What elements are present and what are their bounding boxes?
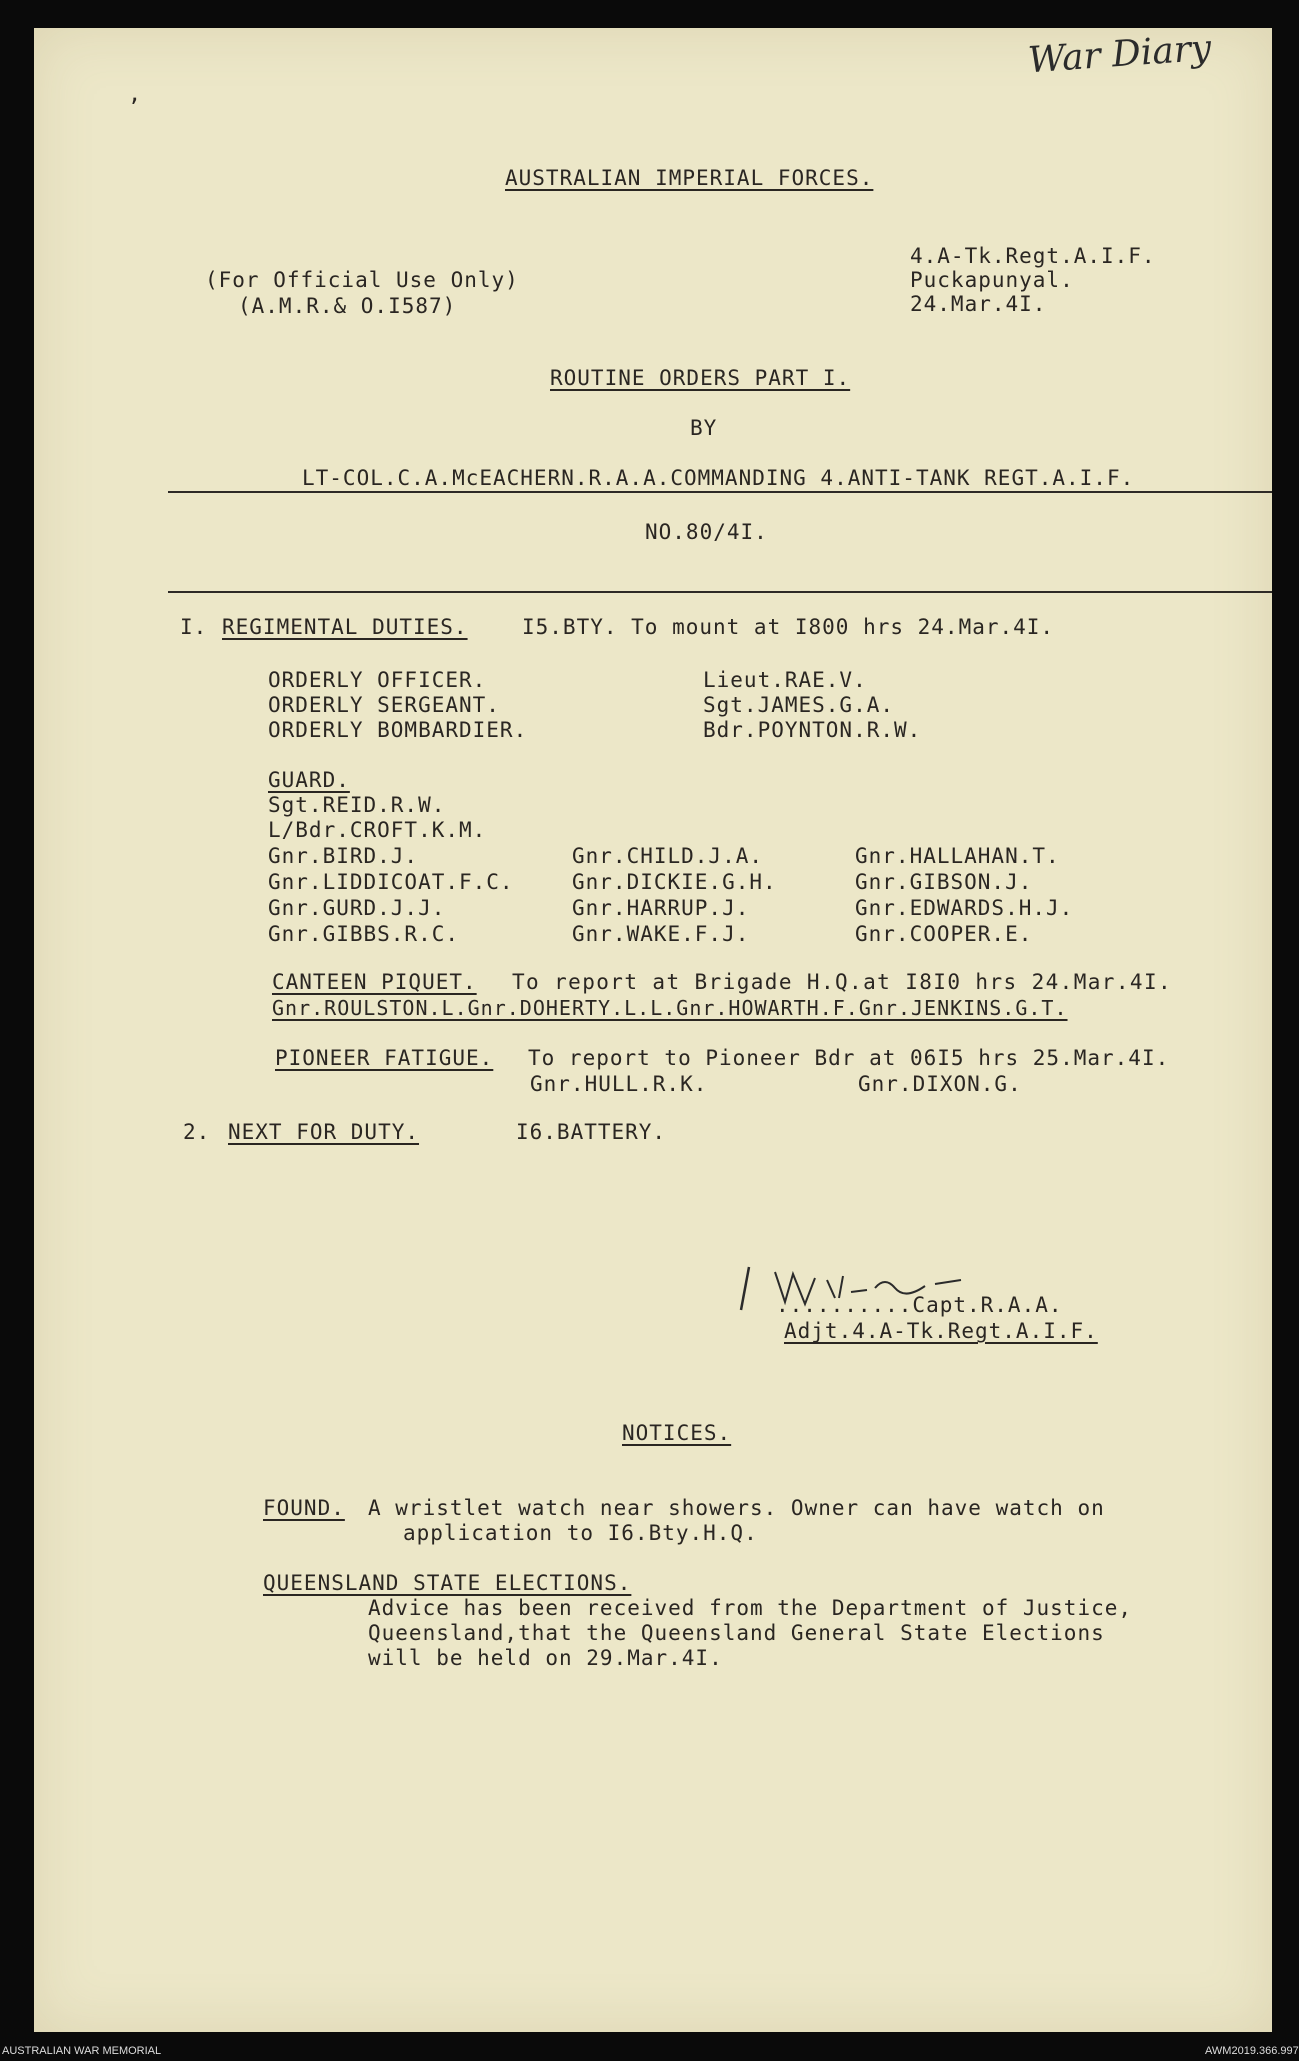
elections-text-line2: Queensland,that the Queensland General State Elections: [368, 1621, 1105, 1645]
guard-member: Gnr.COOPER.E.: [855, 922, 1033, 946]
guard-member: Gnr.GURD.J.J.: [268, 896, 446, 920]
canteen-names: Gnr.ROULSTON.L.Gnr.DOHERTY.L.L.Gnr.HOWARTH.F.Gnr.JENKINS.G.T.: [272, 996, 1068, 1020]
guard-leader: L/Bdr.CROFT.K.M.: [268, 818, 487, 842]
found-label: FOUND.: [263, 1496, 345, 1520]
duty-role: ORDERLY BOMBARDIER.: [268, 718, 528, 742]
guard-member: Gnr.CHILD.J.A.: [572, 844, 764, 868]
elections-text-line3: will be held on 29.Mar.4I.: [368, 1646, 723, 1670]
handwritten-annotation: War Diary: [1026, 27, 1213, 82]
guard-member: Gnr.DICKIE.G.H.: [572, 870, 777, 894]
guard-member: Gnr.GIBSON.J.: [855, 870, 1033, 894]
guard-heading: GUARD.: [268, 768, 350, 792]
guard-member: Gnr.LIDDICOAT.F.C.: [268, 870, 514, 894]
found-text-line2: application to I6.Bty.H.Q.: [403, 1521, 758, 1545]
pioneer-heading: PIONEER FATIGUE.: [275, 1046, 494, 1070]
elections-text-line1: Advice has been received from the Department of Justice,: [368, 1596, 1133, 1620]
amr-reference: (A.M.R.& O.I587): [238, 294, 457, 318]
pioneer-name: Gnr.HULL.R.K.: [530, 1072, 708, 1096]
document-title: AUSTRALIAN IMPERIAL FORCES.: [505, 166, 874, 190]
footer-archive-name: AUSTRALIAN WAR MEMORIAL: [2, 2045, 162, 2057]
canteen-text: To report at Brigade H.Q.at I8I0 hrs 24.Mar.4I.: [512, 970, 1173, 994]
guard-member: Gnr.WAKE.F.J.: [572, 922, 750, 946]
section2-heading: NEXT FOR DUTY.: [228, 1120, 420, 1144]
signature-rank: ..........Capt.R.A.A.: [776, 1293, 1063, 1317]
footer-reference: AWM2019.366.997: [1205, 2045, 1299, 2057]
pioneer-name: Gnr.DIXON.G.: [858, 1072, 1022, 1096]
guard-member: Gnr.EDWARDS.H.J.: [855, 896, 1074, 920]
section2-text: I6.BATTERY.: [516, 1120, 667, 1144]
margin-mark: ‚: [128, 82, 143, 107]
duty-name: Sgt.JAMES.G.A.: [703, 693, 895, 717]
pioneer-text: To report to Pioneer Bdr at 06I5 hrs 25.Mar.4I.: [528, 1046, 1170, 1070]
guard-member: Gnr.GIBBS.R.C.: [268, 922, 460, 946]
by-label: BY: [690, 416, 718, 440]
notices-heading: NOTICES.: [622, 1421, 732, 1445]
guard-member: Gnr.HARRUP.J.: [572, 896, 750, 920]
duty-name: Lieut.RAE.V.: [703, 668, 867, 692]
guard-member: Gnr.BIRD.J.: [268, 844, 419, 868]
header-rule-top: [168, 491, 1272, 493]
document-page: [34, 28, 1272, 2032]
orders-title: ROUTINE ORDERS PART I.: [550, 366, 851, 390]
duty-name: Bdr.POYNTON.R.W.: [703, 718, 922, 742]
commander-line: LT-COL.C.A.McEACHERN.R.A.A.COMMANDING 4.ANTI-TANK REGT.A.I.F.: [302, 466, 1135, 490]
document-date: 24.Mar.4I.: [910, 292, 1047, 316]
section2-number: 2.: [183, 1120, 211, 1144]
signature-appointment: Adjt.4.A-Tk.Regt.A.I.F.: [784, 1319, 1098, 1343]
duty-role: ORDERLY SERGEANT.: [268, 693, 500, 717]
header-rule-bottom: [168, 591, 1272, 593]
section1-heading: REGIMENTAL DUTIES.: [222, 615, 468, 639]
location: Puckapunyal.: [910, 268, 1074, 292]
guard-leader: Sgt.REID.R.W.: [268, 793, 446, 817]
section1-number: I.: [180, 615, 208, 639]
duty-role: ORDERLY OFFICER.: [268, 668, 487, 692]
guard-member: Gnr.HALLAHAN.T.: [855, 844, 1060, 868]
official-use-label: (For Official Use Only): [205, 268, 519, 292]
elections-label: QUEENSLAND STATE ELECTIONS.: [263, 1571, 632, 1595]
order-number: NO.80/4I.: [645, 520, 768, 544]
found-text-line1: A wristlet watch near showers. Owner can have watch on: [368, 1496, 1105, 1520]
section1-text: I5.BTY. To mount at I800 hrs 24.Mar.4I.: [522, 615, 1055, 639]
unit-name: 4.A-Tk.Regt.A.I.F.: [910, 244, 1156, 268]
canteen-heading: CANTEEN PIQUET.: [272, 970, 477, 994]
